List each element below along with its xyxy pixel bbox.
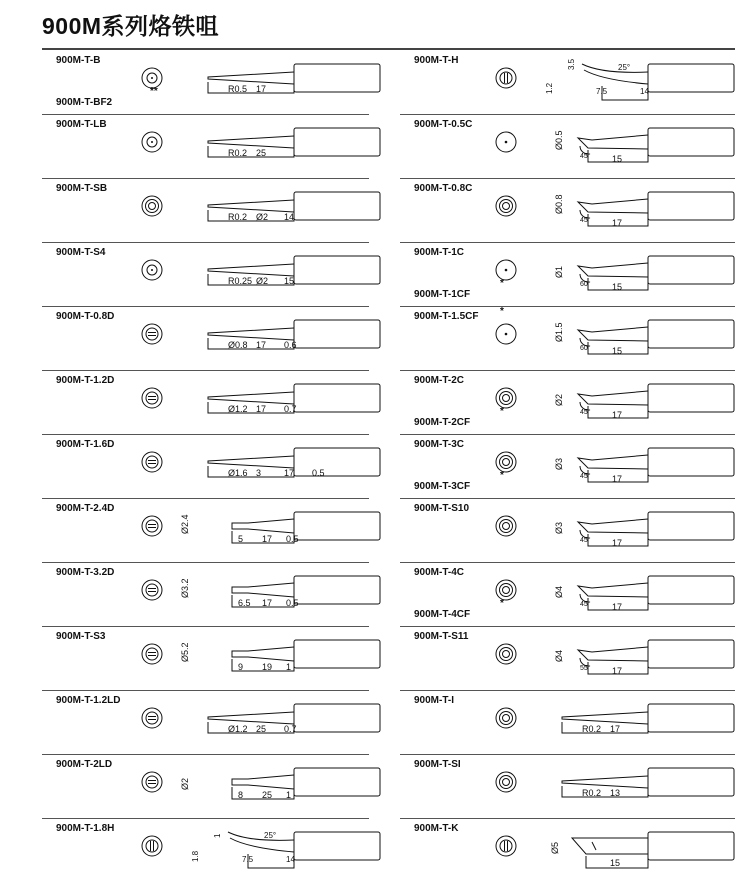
tip-dimension-label: 1.2 <box>545 82 554 94</box>
tip-row <box>42 370 369 435</box>
tip-barrel <box>648 64 734 92</box>
tip-barrel <box>294 832 380 860</box>
chisel-end-view-icon <box>142 644 162 664</box>
tip-model-name: 900M-T-K <box>414 823 459 834</box>
tip-dimension-label: 17 <box>612 474 623 484</box>
tip-dimension-label: Ø2 <box>256 212 269 222</box>
dot-end-view-icon <box>496 132 516 152</box>
tip-dimension-label: R0.2 <box>228 148 248 158</box>
knife-end-view-icon <box>142 836 162 856</box>
tip-drawing <box>138 58 368 108</box>
tip-model-name: 900M-T-S10 <box>414 503 470 514</box>
tip-drawing <box>492 506 722 556</box>
tip-dimension-label: 17 <box>612 538 623 548</box>
tip-row <box>42 562 369 627</box>
tip-dimension-label: 9 <box>238 662 244 672</box>
footnote-mark: * <box>500 598 504 609</box>
tip-model-name: 900M-T-S3 <box>56 631 106 642</box>
tip-dimension-label: 14 <box>284 212 295 222</box>
chisel-end-view-icon <box>142 708 162 728</box>
tip-model-name: 900M-T-2C <box>414 375 465 386</box>
tip-drawing <box>138 570 368 620</box>
tip-profile <box>208 328 294 340</box>
tip-profile <box>208 264 294 276</box>
tip-barrel <box>294 448 380 476</box>
tip-drawing <box>138 826 368 876</box>
tip-drawing <box>138 698 368 748</box>
tip-dimension-label: 0.5 <box>286 534 299 544</box>
rings-end-view-icon <box>496 708 516 728</box>
tip-dimension-label: 13 <box>610 788 621 798</box>
tip-dimension-label: 17 <box>256 404 267 414</box>
tip-row <box>400 754 735 819</box>
tip-drawing <box>138 122 368 172</box>
tip-dimension-label: 25 <box>256 148 267 158</box>
tip-dimension-label: Ø1.6 <box>228 468 248 478</box>
tip-profile <box>582 64 648 84</box>
chisel-end-view-icon <box>142 452 162 472</box>
tip-dimension-label: 45° <box>580 409 591 416</box>
tip-dimension-label: Ø0.8 <box>228 340 248 350</box>
tip-dimension-label: Ø1.2 <box>228 724 248 734</box>
tip-drawing <box>492 250 722 300</box>
chisel-end-view-icon <box>142 324 162 344</box>
tip-row <box>42 626 369 691</box>
tip-drawing <box>492 570 722 620</box>
tip-profile <box>208 712 294 724</box>
tip-row <box>400 498 735 563</box>
tip-model-name-alt: 900M-T-BF2 <box>56 97 113 108</box>
tip-dimension-label: 15 <box>610 858 621 868</box>
footnote-mark: ** <box>150 86 158 97</box>
rings-end-view-icon <box>496 772 516 792</box>
tip-dimension-label: 15 <box>612 282 623 292</box>
tip-profile <box>562 712 648 724</box>
tip-dimension-label: 7.5 <box>242 855 254 864</box>
tip-dimension-label: 45° <box>580 217 591 224</box>
tip-dimension-label: Ø5 <box>550 841 560 854</box>
tip-drawing <box>138 762 368 812</box>
tip-profile <box>228 832 294 852</box>
tip-barrel <box>294 768 380 796</box>
tip-profile <box>208 456 294 468</box>
tip-profile <box>232 775 294 789</box>
tip-barrel <box>294 384 380 412</box>
tip-row <box>400 50 735 115</box>
tip-barrel <box>648 192 734 220</box>
dot-end-view-icon <box>496 260 516 280</box>
tip-dimension-label: 15 <box>284 276 295 286</box>
tip-dimension-label: Ø4 <box>554 585 564 598</box>
tip-barrel <box>294 512 380 540</box>
footnote-mark: * <box>500 406 504 417</box>
tip-dimension-label: Ø0.8 <box>554 194 564 214</box>
rings-end-view-icon <box>496 452 516 472</box>
tip-barrel <box>648 128 734 156</box>
tip-drawing <box>492 634 722 684</box>
tip-model-name: 900M-T-4C <box>414 567 465 578</box>
tip-dimension-label: 45° <box>580 473 591 480</box>
tip-dimension-label: 25 <box>256 724 267 734</box>
tip-barrel <box>648 576 734 604</box>
knife-end-view-icon <box>496 68 516 88</box>
tip-drawing <box>492 58 722 108</box>
tip-barrel <box>294 64 380 92</box>
tip-row <box>400 562 735 627</box>
tip-row <box>42 818 369 882</box>
tip-model-name: 900M-T-0.5C <box>414 119 473 130</box>
tip-profile <box>232 583 294 597</box>
tip-drawing <box>138 506 368 556</box>
tip-drawing <box>138 186 368 236</box>
footnote-mark: * <box>500 306 504 317</box>
tip-dimension-label: Ø2 <box>554 393 564 406</box>
tip-barrel <box>648 384 734 412</box>
tip-drawing <box>138 378 368 428</box>
tip-barrel <box>648 768 734 796</box>
tip-dimension-label: 15 <box>612 154 623 164</box>
tip-profile <box>208 136 294 148</box>
tip-dimension-label: R0.2 <box>582 788 602 798</box>
tip-model-name: 900M-T-S4 <box>56 247 106 258</box>
tip-model-name: 900M-T-B <box>56 55 101 66</box>
tip-dimension-label: Ø2 <box>256 276 269 286</box>
tip-dimension-label: 1 <box>286 662 292 672</box>
tip-drawing <box>138 314 368 364</box>
tip-profile <box>562 776 648 788</box>
rings-end-view-icon <box>496 516 516 536</box>
tip-model-name-alt: 900M-T-3CF <box>414 481 471 492</box>
tip-dimension-label: Ø4 <box>554 649 564 662</box>
tip-dimension-label: 55° <box>580 665 591 672</box>
tip-dimension-label: 17 <box>262 598 273 608</box>
tip-model-name: 900M-T-1.6D <box>56 439 115 450</box>
tip-row <box>400 818 735 882</box>
tip-row <box>400 434 735 499</box>
tip-model-name: 900M-T-SB <box>56 183 108 194</box>
tip-model-name: 900M-T-LB <box>56 119 107 130</box>
tip-dimension-label: 14 <box>286 855 295 864</box>
tip-dimension-label: 17 <box>612 666 623 676</box>
tip-dimension-label: Ø5.2 <box>180 642 190 662</box>
tip-drawing <box>492 762 722 812</box>
tip-row <box>400 242 735 307</box>
tip-dimension-label: Ø2.4 <box>180 514 190 534</box>
tip-dimension-label: Ø3 <box>554 457 564 470</box>
tip-model-name: 900M-T-3.2D <box>56 567 115 578</box>
tip-barrel <box>648 512 734 540</box>
tip-dimension-label: R0.5 <box>228 84 248 94</box>
tip-row <box>42 754 369 819</box>
tip-drawing <box>138 250 368 300</box>
tip-row <box>42 178 369 243</box>
tip-dimension-label: R0.2 <box>582 724 602 734</box>
tip-dimension-label: 60° <box>580 345 591 352</box>
tip-barrel <box>648 320 734 348</box>
tip-barrel <box>648 640 734 668</box>
tip-dimension-label: 3 <box>256 468 262 478</box>
tip-dimension-label: 0.5 <box>286 598 299 608</box>
tip-dimension-label: 17 <box>262 534 273 544</box>
tip-model-name: 900M-T-2LD <box>56 759 113 770</box>
tip-drawing <box>492 378 722 428</box>
tip-dimension-label: 5 <box>238 534 244 544</box>
cone-end-view-icon <box>142 132 162 152</box>
chisel-end-view-icon <box>142 516 162 536</box>
tip-dimension-label: 8 <box>238 790 244 800</box>
tip-row <box>42 434 369 499</box>
tip-row <box>42 690 369 755</box>
tip-dimension-label: 3.5 <box>567 58 576 70</box>
tip-dimension-label: 0.7 <box>284 724 297 734</box>
tip-dimension-label: 45° <box>580 153 591 160</box>
tip-profile <box>572 838 648 854</box>
tip-model-name: 900M-T-0.8D <box>56 311 115 322</box>
tip-dimension-label: 15 <box>612 346 623 356</box>
tip-model-name-alt: 900M-T-4CF <box>414 609 471 620</box>
tip-row <box>42 242 369 307</box>
tip-dimension-label: Ø0.5 <box>554 130 564 150</box>
tip-barrel <box>648 256 734 284</box>
tip-model-name: 900M-T-S11 <box>414 631 469 642</box>
tip-model-name: 900M-T-H <box>414 55 459 66</box>
tip-model-name: 900M-T-1.2D <box>56 375 115 386</box>
tip-model-name: 900M-T-0.8C <box>414 183 473 194</box>
tip-drawing <box>492 442 722 492</box>
chisel-end-view-icon <box>142 580 162 600</box>
tip-model-name: 900M-T-1.8H <box>56 823 115 834</box>
tip-model-name-alt: 900M-T-1CF <box>414 289 471 300</box>
tip-dimension-label: Ø1.2 <box>228 404 248 414</box>
tip-barrel <box>294 192 380 220</box>
tip-dimension-label: 17 <box>612 218 623 228</box>
tip-profile <box>208 200 294 212</box>
tip-profile <box>208 392 294 404</box>
tip-profile <box>232 519 294 533</box>
tip-dimension-label: 1 <box>213 833 222 838</box>
tip-drawing <box>492 186 722 236</box>
tip-barrel <box>294 256 380 284</box>
tip-model-name: 900M-T-I <box>414 695 455 706</box>
cone-end-view-icon <box>142 260 162 280</box>
tip-barrel <box>294 576 380 604</box>
tip-dimension-label: 45° <box>580 537 591 544</box>
tip-dimension-label: 1.8 <box>191 850 200 862</box>
tip-model-name-alt: 900M-T-2CF <box>414 417 471 428</box>
tip-dimension-label: 1 <box>286 790 292 800</box>
tip-row <box>400 306 735 371</box>
tip-dimension-label: 17 <box>256 340 267 350</box>
tip-barrel <box>648 704 734 732</box>
tip-dimension-label: 19 <box>262 662 273 672</box>
tip-dimension-label: R0.2 <box>228 212 248 222</box>
tip-profile <box>208 72 294 84</box>
tip-row <box>400 178 735 243</box>
tip-row <box>400 626 735 691</box>
tip-dimension-label: 17 <box>612 410 623 420</box>
tip-dimension-label: 60° <box>580 281 591 288</box>
chisel-end-view-icon <box>142 388 162 408</box>
tip-profile <box>232 647 294 661</box>
tip-dimension-label: 17 <box>612 602 623 612</box>
tip-dimension-label: 17 <box>256 84 267 94</box>
tip-barrel <box>294 128 380 156</box>
tip-row <box>400 690 735 755</box>
rings-end-view-icon <box>496 196 516 216</box>
tip-barrel <box>648 832 734 860</box>
tip-dimension-label: Ø3 <box>554 521 564 534</box>
tip-drawing <box>492 122 722 172</box>
tip-barrel <box>648 448 734 476</box>
tip-dimension-label: Ø3.2 <box>180 578 190 598</box>
cone-end-view-icon <box>142 68 162 88</box>
chisel-end-view-icon <box>142 772 162 792</box>
tip-dimension-label: 25° <box>618 63 631 72</box>
tip-drawing <box>492 314 722 364</box>
tip-barrel <box>294 320 380 348</box>
tip-model-name: 900M-T-SI <box>414 759 461 770</box>
tip-row <box>42 306 369 371</box>
rings-end-view-icon <box>496 580 516 600</box>
rings-end-view-icon <box>496 388 516 408</box>
rings-end-view-icon <box>496 644 516 664</box>
tip-row <box>42 498 369 563</box>
tip-drawing <box>138 634 368 684</box>
tip-model-name: 900M-T-1C <box>414 247 465 258</box>
tip-row <box>42 50 369 115</box>
page-title: 900M系列烙铁咀 <box>42 13 220 39</box>
tip-model-name: 900M-T-3C <box>414 439 465 450</box>
tip-dimension-label: Ø1 <box>554 265 564 278</box>
tip-barrel <box>294 704 380 732</box>
tip-barrel <box>294 640 380 668</box>
footnote-mark: * <box>500 470 504 481</box>
rings-end-view-icon <box>142 196 162 216</box>
tip-row <box>42 114 369 179</box>
tip-dimension-label: 6.5 <box>238 598 251 608</box>
tip-model-name: 900M-T-2.4D <box>56 503 115 514</box>
tip-dimension-label: 0.6 <box>284 340 297 350</box>
tip-dimension-label: 17 <box>284 468 295 478</box>
tip-drawing <box>492 826 722 876</box>
tip-dimension-label: 14 <box>640 87 649 96</box>
tip-model-name: 900M-T-1.2LD <box>56 695 121 706</box>
tip-dimension-label: 25° <box>264 831 277 840</box>
tip-dimension-label: 25 <box>262 790 273 800</box>
tip-drawing <box>138 442 368 492</box>
dot-end-view-icon <box>496 324 516 344</box>
tip-row <box>400 114 735 179</box>
footnote-mark: * <box>500 278 504 289</box>
tip-dimension-label: 0.7 <box>284 404 297 414</box>
knife-end-view-icon <box>496 836 516 856</box>
tip-dimension-label: Ø2 <box>180 777 190 790</box>
tip-dimension-label: 17 <box>610 724 621 734</box>
tip-row <box>400 370 735 435</box>
tip-model-name: 900M-T-1.5CF <box>414 311 479 322</box>
tip-dimension-label: 45° <box>580 601 591 608</box>
tip-dimension-label: 7.5 <box>596 87 608 96</box>
tip-drawing <box>492 698 722 748</box>
tip-dimension-label: 0.5 <box>312 468 325 478</box>
tip-dimension-label: R0.25 <box>228 276 253 286</box>
tip-dimension-label: Ø1.5 <box>554 322 564 342</box>
